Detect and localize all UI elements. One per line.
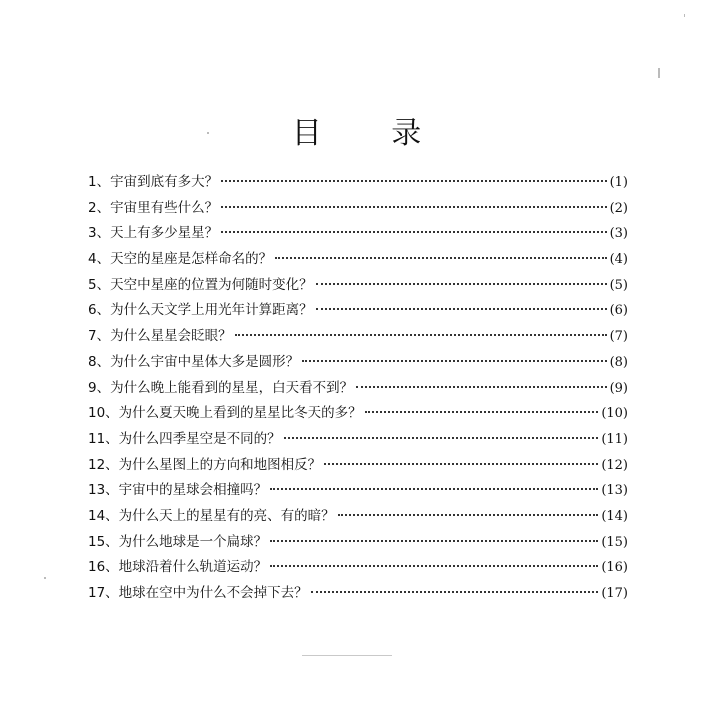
- toc-entry: [88, 247, 628, 273]
- toc-entry: [88, 298, 628, 324]
- toc-leader-dots: [324, 463, 598, 465]
- toc-leader-dots: [311, 591, 599, 593]
- table-of-contents: [88, 170, 628, 607]
- scan-speck: [684, 14, 685, 17]
- toc-leader-dots: [284, 437, 599, 439]
- toc-entry-page: (11): [601, 431, 628, 447]
- toc-entry-page: (12): [601, 457, 628, 473]
- toc-entry-page: (5): [609, 277, 628, 293]
- toc-entry: [88, 376, 628, 402]
- toc-leader-dots: [338, 514, 599, 516]
- toc-entry-page: (13): [601, 483, 628, 499]
- toc-entry-title: 13、宇宙中的星球会相撞吗？: [88, 482, 268, 499]
- toc-entry-page: (8): [609, 354, 628, 370]
- toc-entry: [88, 324, 628, 350]
- toc-entry-page: (16): [601, 560, 628, 576]
- toc-entry-page: (1): [609, 175, 628, 190]
- toc-entry-page: (7): [609, 329, 628, 345]
- toc-entry-title: 16、地球沿着什么轨道运动？: [88, 559, 268, 576]
- toc-entry-title: 9、为什么晚上能看到的星星，白天看不到？: [88, 379, 354, 396]
- toc-leader-dots: [356, 386, 606, 388]
- toc-leader-dots: [302, 360, 606, 362]
- toc-leader-dots: [275, 257, 606, 259]
- toc-entry-title: 15、为什么地球是一个扁球？: [88, 533, 268, 550]
- toc-entry: [88, 478, 628, 504]
- toc-leader-dots: [365, 411, 599, 413]
- toc-entry-title: 12、为什么星图上的方向和地图相反？: [88, 456, 322, 473]
- toc-entry: [88, 401, 628, 427]
- toc-entry: [88, 555, 628, 581]
- toc-leader-dots: [221, 206, 606, 208]
- toc-entry-title: 17、地球在空中为什么不会掉下去？: [88, 585, 308, 601]
- toc-entry: [88, 504, 628, 530]
- toc-entry-page: (17): [601, 586, 628, 601]
- scan-speck: [658, 68, 660, 78]
- toc-entry-title: 10、为什么夏天晚上看到的星星比冬天的多？: [88, 405, 362, 422]
- toc-entry: [88, 581, 628, 607]
- toc-entry-page: (9): [609, 380, 628, 396]
- toc-leader-dots: [221, 180, 606, 182]
- page-divider: [302, 655, 392, 656]
- toc-entry-page: (4): [609, 252, 628, 268]
- toc-entry: [88, 453, 628, 479]
- toc-entry: [88, 427, 628, 453]
- toc-entry-page: (2): [609, 200, 628, 216]
- toc-entry-title: 14、为什么天上的星星有的亮、有的暗？: [88, 507, 335, 524]
- toc-entry: [88, 273, 628, 299]
- toc-entry-title: 4、天空的星座是怎样命名的？: [88, 251, 273, 268]
- toc-leader-dots: [235, 334, 607, 336]
- toc-leader-dots: [270, 488, 598, 490]
- toc-leader-dots: [221, 231, 606, 233]
- toc-entry-page: (3): [609, 226, 628, 242]
- toc-entry: [88, 530, 628, 556]
- scan-speck: [44, 577, 46, 579]
- toc-leader-dots: [316, 283, 607, 285]
- toc-entry: [88, 170, 628, 196]
- toc-entry: [88, 350, 628, 376]
- toc-entry-title: 7、为什么星星会眨眼？: [88, 328, 232, 345]
- page-title: 目 录: [291, 116, 452, 151]
- toc-entry: [88, 196, 628, 222]
- toc-entry-page: (10): [601, 406, 628, 422]
- toc-entry-title: 6、为什么天文学上用光年计算距离？: [88, 302, 313, 319]
- scan-speck: [207, 132, 209, 134]
- toc-entry-title: 1、宇宙到底有多大？: [88, 174, 219, 190]
- toc-entry: [88, 221, 628, 247]
- toc-entry-title: 3、天上有多少星星？: [88, 225, 219, 242]
- toc-entry-title: 11、为什么四季星空是不同的？: [88, 430, 281, 447]
- toc-entry-page: (14): [601, 508, 628, 524]
- toc-entry-title: 2、宇宙里有些什么？: [88, 199, 219, 216]
- toc-leader-dots: [316, 308, 607, 310]
- toc-leader-dots: [270, 540, 598, 542]
- toc-entry-page: (6): [609, 303, 628, 319]
- toc-entry-title: 8、为什么宇宙中星体大多是圆形？: [88, 353, 300, 370]
- toc-entry-title: 5、天空中星座的位置为何随时变化？: [88, 276, 313, 293]
- toc-entry-page: (15): [601, 534, 628, 550]
- toc-leader-dots: [270, 565, 598, 567]
